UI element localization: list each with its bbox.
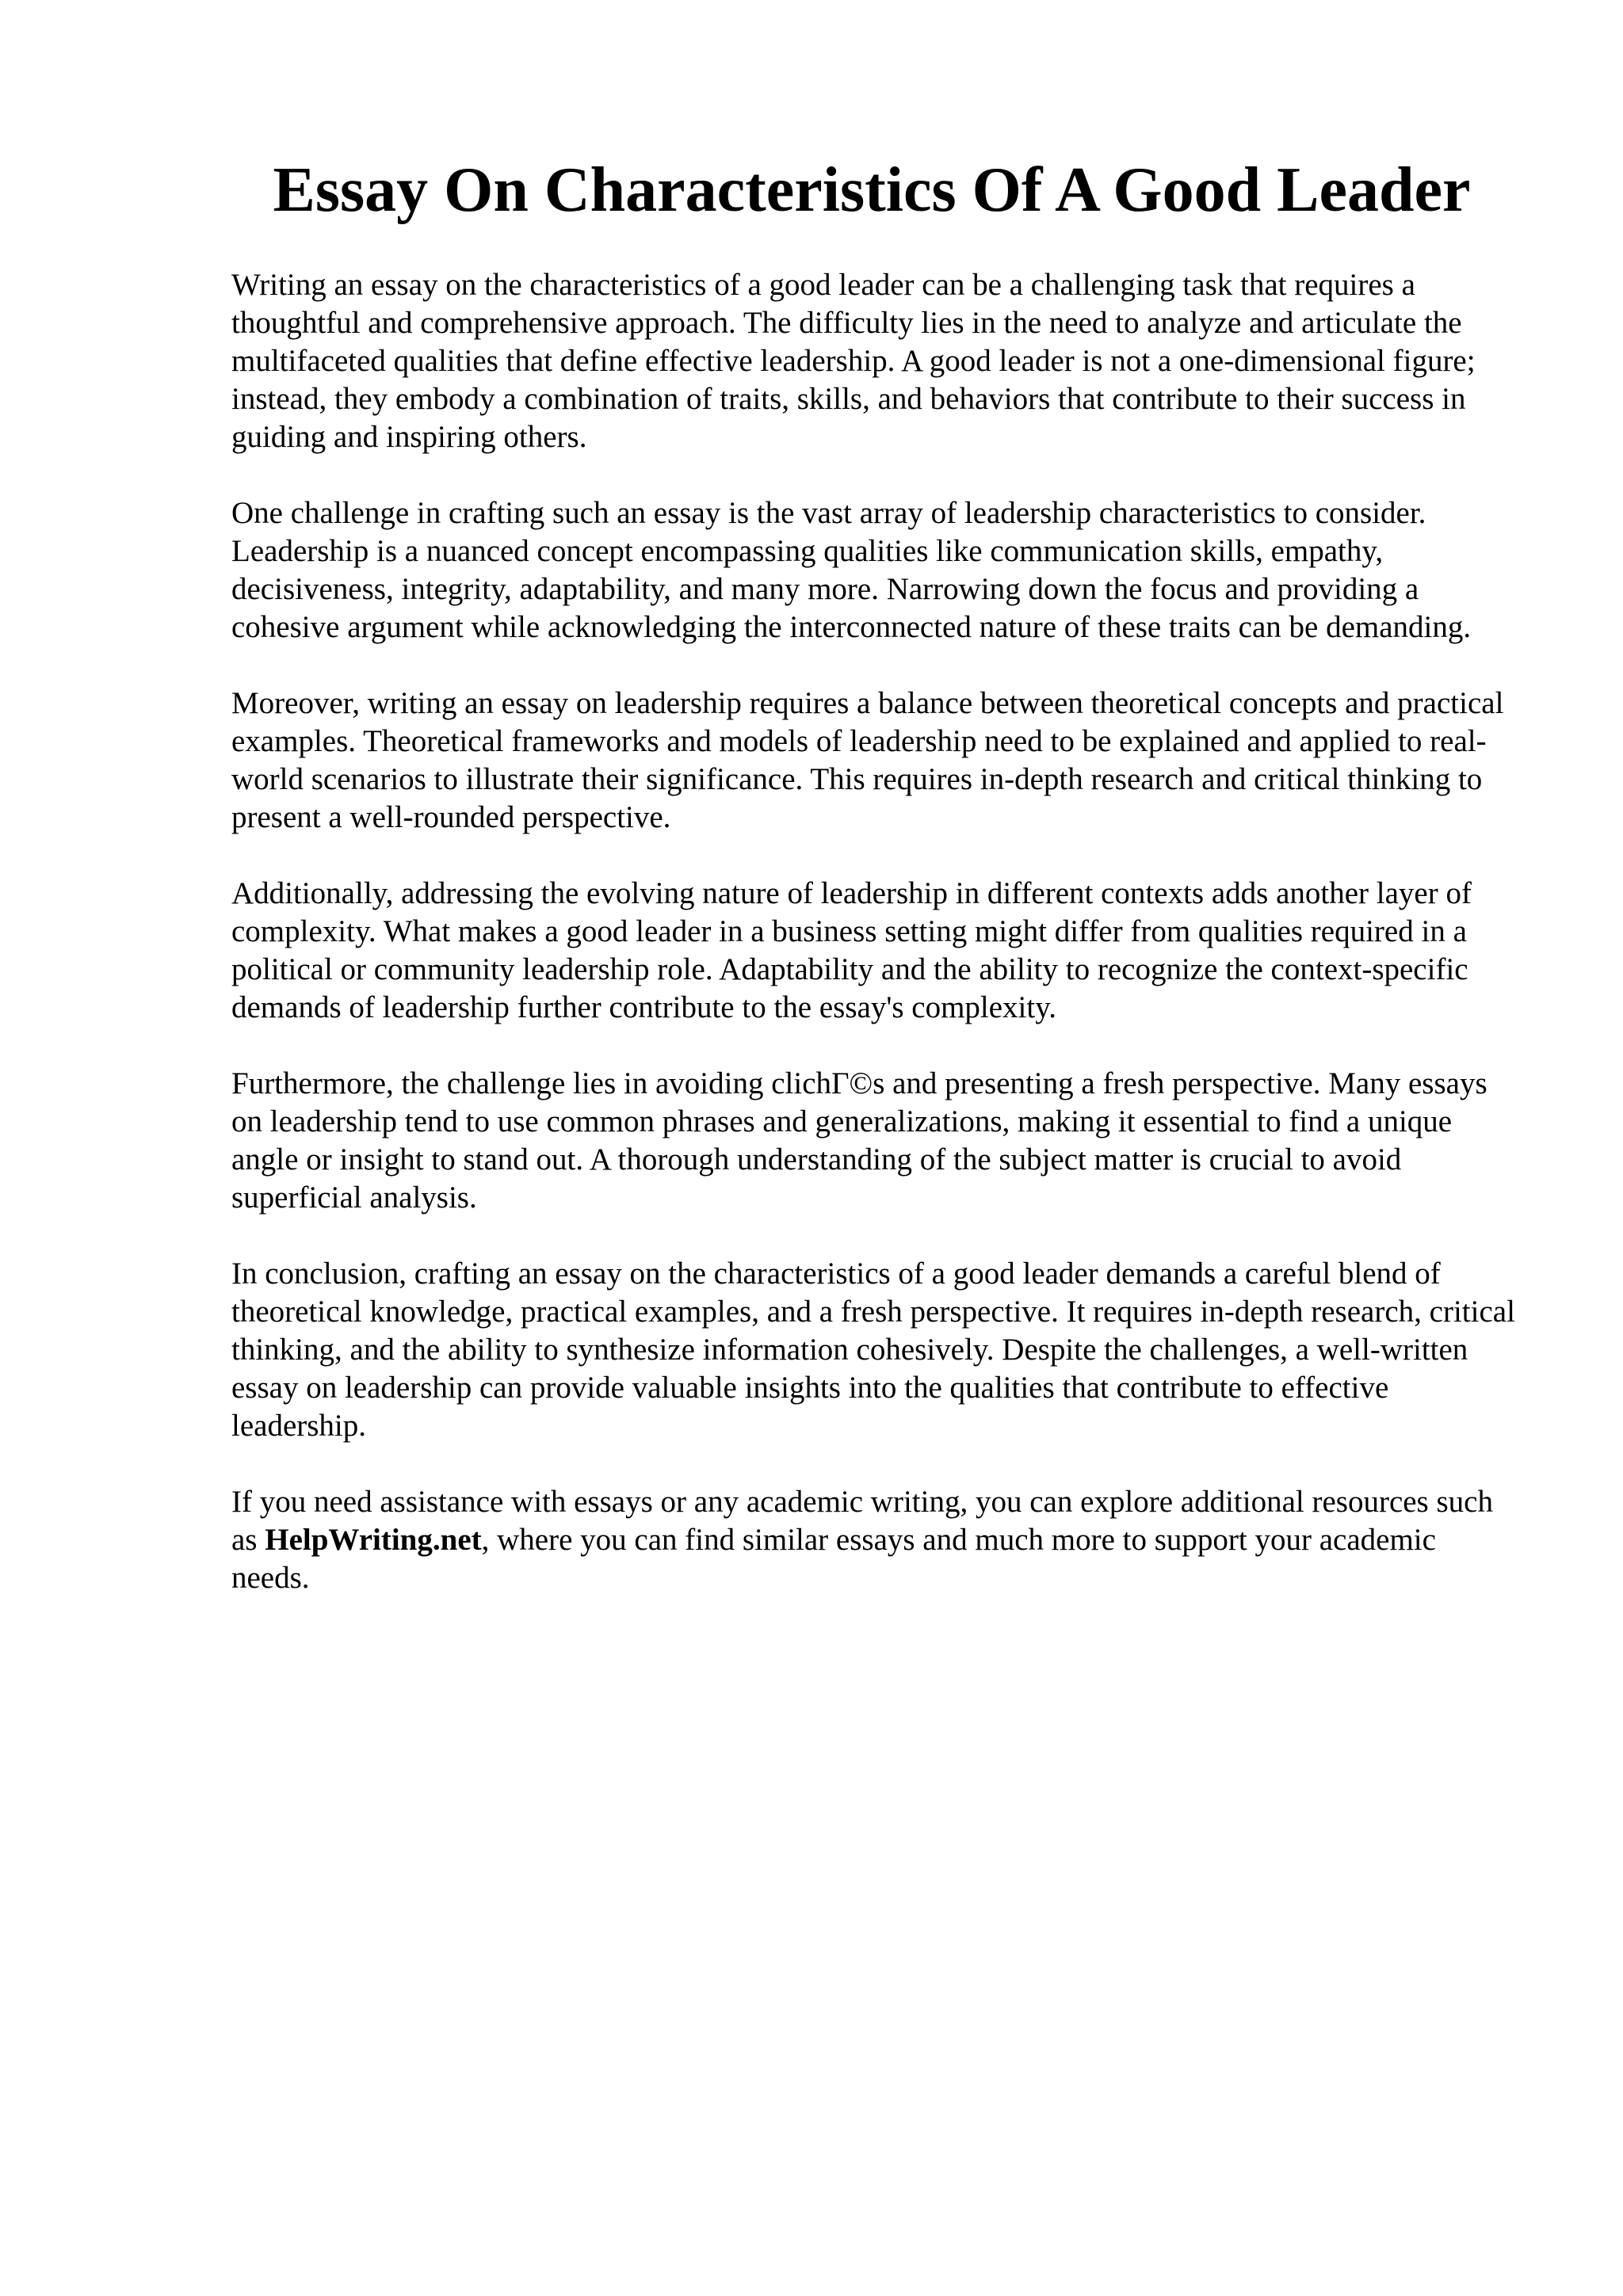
paragraph-5: Furthermore, the challenge lies in avoiding clichГ©s and presenting a fresh perspective. Many essays on leadership tend to use common phrases and generalizations, making it essential to find a unique angle or insight to stand out. A thorough understanding of the subject matter is crucial to avoid superficial analysis. xyxy=(231,1066,1487,1215)
paragraph-3: Moreover, writing an essay on leadership requires a balance between theoretical concepts and practical examples. Theoretical frameworks and models of leadership need to be explained and applied to real-world scenarios to illustrate their significance. This requires in-depth research and critical thinking to present a well-rounded perspective. xyxy=(231,686,1504,834)
closing-paragraph xyxy=(231,1483,1519,1597)
paragraph-6: In conclusion, crafting an essay on the characteristics of a good leader demands a careful blend of theoretical knowledge, practical examples, and a fresh perspective. It requires in-depth research, critical thinking, and the ability to synthesize information cohesively. Despite the challenges, a well-written essay on leadership can provide valuable insights into the qualities that contribute to effective leadership. xyxy=(231,1257,1515,1443)
paragraph-4: Additionally, addressing the evolving nature of leadership in different contexts adds another layer of complexity. What makes a good leader in a business setting might differ from qualities required in a political or community leadership role. Adaptability and the ability to recognize the context-specific demands of leadership further contribute to the essay's complexity. xyxy=(231,876,1472,1024)
document-body xyxy=(231,266,1519,1597)
closing-text-before: If you need assistance with essays or any academic writing, you can explore additional resources such as xyxy=(231,1485,1493,1557)
document-title: Essay On Characteristics Of A Good Leader xyxy=(273,155,1471,225)
paragraph-2: One challenge in crafting such an essay is the vast array of leadership characteristics to consider. Leadership is a nuanced concept encompassing qualities like communication skills, empathy, decisiveness, integrity, adaptability, and many more. Narrowing down the focus and providing a cohesive argument while acknowledging the interconnected nature of these traits can be demanding. xyxy=(231,496,1472,644)
paragraph-1: Writing an essay on the characteristics of a good leader can be a challenging task that requires a thoughtful and comprehensive approach. The difficulty lies in the need to analyze and articulate the multifaceted qualities that define effective leadership. A good leader is not a one-dimensional figure; instead, they embody a combination of traits, skills, and behaviors that contribute to their success in guiding and inspiring others. xyxy=(231,268,1476,454)
helpwriting-link[interactable]: HelpWriting.net xyxy=(265,1523,482,1557)
closing-text-after: , where you can find similar essays and much more to support your academic needs. xyxy=(231,1523,1436,1595)
